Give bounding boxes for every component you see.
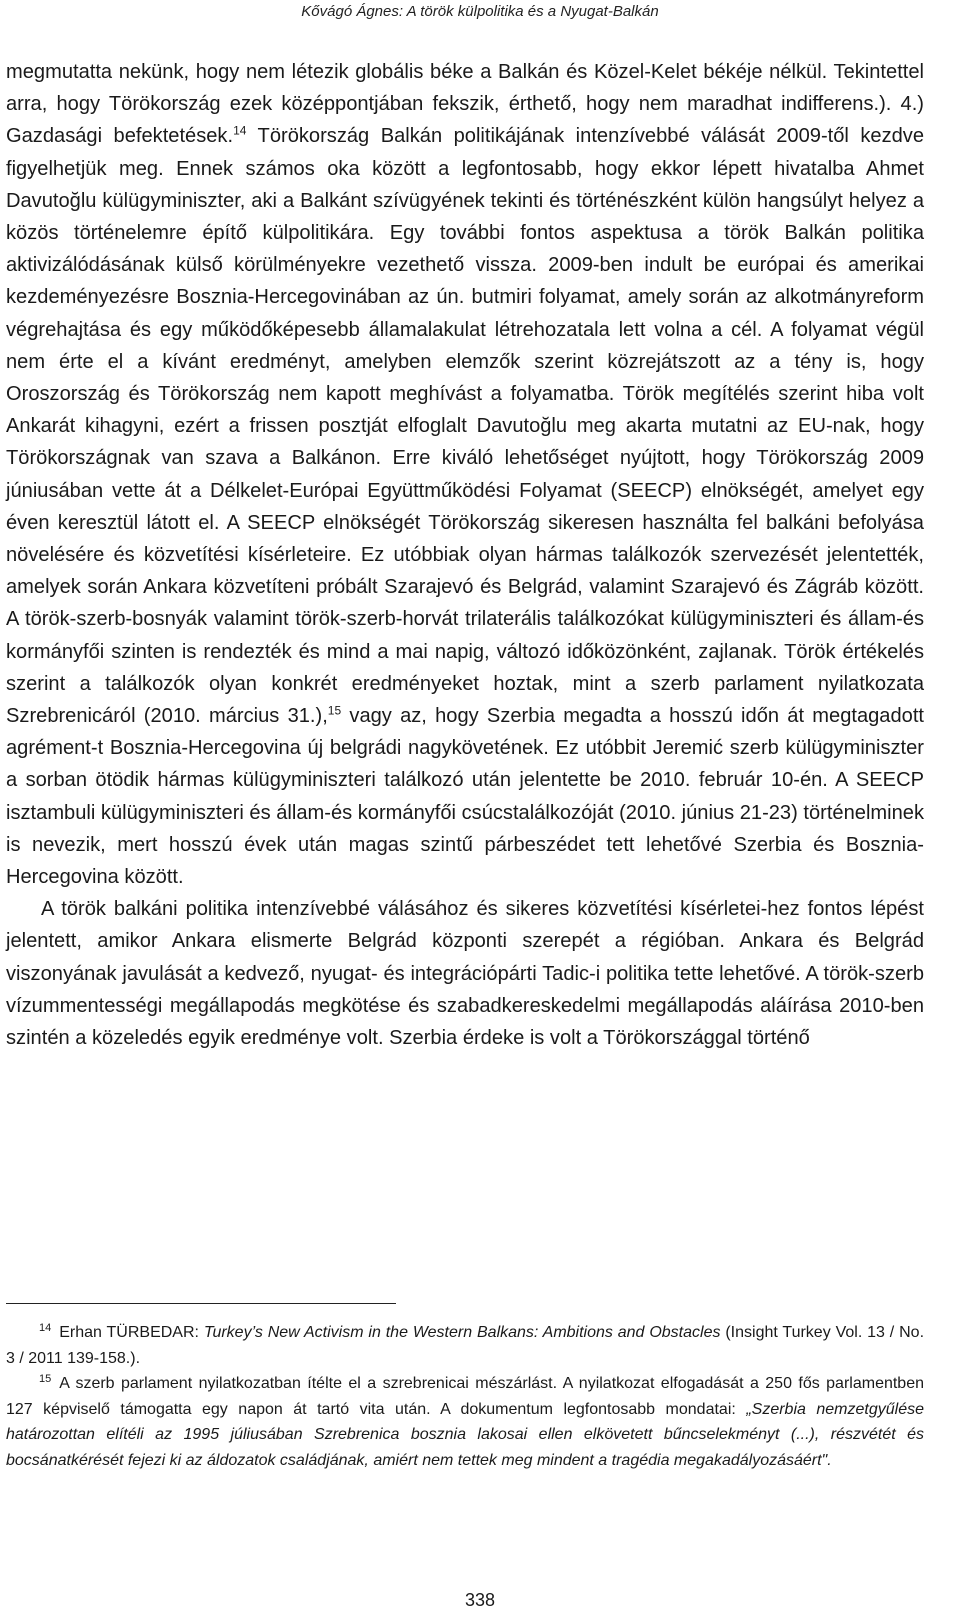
footnote-15: [6, 1371, 924, 1473]
footnotes: [6, 1320, 924, 1473]
footnote-14-title: Turkey’s New Activism in the Western Balkans: Ambitions and Obstacles: [203, 1324, 721, 1341]
body-text: [6, 56, 924, 1054]
paragraph-1: [6, 56, 924, 893]
footnote-14-source: (Insight Turkey Vol. 13 / No. 3 / 2011 139-158.).: [6, 1324, 925, 1367]
footnote-divider: [6, 1303, 396, 1304]
footnote-ref-15[interactable]: 15: [327, 703, 342, 718]
footnote-15-quote: „Szerbia nemzetgyűlése határozottan elítéli az 1995 júliusában Szrebrenica bosznia lakosai ellen elkövetett bűncselekményt (...), részvétét és bocsánatkérését fejezi ki az áldozatok családjának, amiért nem tettek meg mindent a tragédia megakadályozásáért".: [6, 1400, 924, 1469]
footnote-14: [6, 1320, 924, 1371]
footnote-ref-14[interactable]: 14: [233, 123, 247, 138]
paragraph-1-part-c: vagy az, hogy Szerbia megadta a hosszú időn át megtagadott agrément-t Bosznia-Hercegovina új belgrádi nagykövetének. Ez utóbbit Jeremić szerb külügyminiszter a sorban ötödik hármas külügyminiszteri találkozó után jelentette be 2010. február 10-én. A SEECP isztambuli külügyminiszteri és állam-és kormányfői csúcstalálkozóját (2010. június 21-23) történelminek is nevezik, mert hosszú évek után magas szintű párbeszédet tett lehetővé Szerbia és Bosznia-Hercegovina között.: [6, 705, 925, 889]
paragraph-1-part-b: Törökország Balkán politikájának intenzívebbé válását 2009-től kezdve figyelhetjük meg. Ennek számos oka között a legfontosabb, hogy ekkor lépett hivatalba Ahmet Davutoğlu külügyminiszter, aki a Balkánt szívügyének tekinti és történészként külön hangsúlyt helyez a közös történelemre építő külpolitikára. Egy további fontos aspektusa a török Balkán politika aktivizálódásának külső körülményekre vezethető vissza. 2009-ben indult be európai és amerikai kezdeményezésre Bosznia-Hercegovinában az ún. butmiri folyamat, amely során az alkotmányreform végrehajtása és egy működőképesebb államalakulat létrehozatala lett volna a cél. A folyamat végül nem érte el a kívánt eredményt, amelyben elemzők szerint közrejátszott az a tény is, hogy Oroszország és Törökország nem kapott meghívást a folyamatba. Török megítélés szerint hiba volt Ankarát kihagyni, ezért a frissen posztját elfoglalt Davutoğlu meg akarta mutatni az EU-nak, hogy Törökországnak van szava a Balkánon. Erre kiváló lehetőséget nyújtott, hogy Törökország 2009 júniusában vette át a Délkelet-Európai Együttműködési Folyamat (SEECP) elnökségét, amelyet egy éven keresztül látott el. A SEECP elnökségét Törökország sikeresen használta fel balkáni befolyása növelésére és közvetítési kísérleteire. Ez utóbbiak olyan hármas találkozók szervezését jelentették, amelyek során Ankara közvetíteni próbált Szarajevó és Belgrád, valamint Szarajevó és Zágráb között. A török-szerb-bosnyák valamint török-szerb-horvát trilaterális találkozókat külügyminiszteri és állam-és kormányfői szinten is rendezték és mind a mai napig, változó időközönként, zajlanak. Török értékelés szerint a találkozók olyan konkrét eredményeket hoztak, mint a szerb parlament nyilatkozata Szrebrenicáról (2010. március 31.),: [6, 125, 925, 728]
footnote-14-author: Erhan TÜRBEDAR:: [59, 1324, 204, 1341]
footnote-15-number: 15: [39, 1372, 52, 1385]
footnote-14-number: 14: [39, 1321, 52, 1334]
footnote-15-text: A szerb parlament nyilatkozatban ítélte el a szrebrenicai mészárlást. A nyilatkozat elfogadását a 250 fős parlamentben 127 képviselő támogatta egy napon át tartó vita után. A dokumentum legfontosabb mondatai:: [6, 1375, 924, 1418]
paragraph-1-part-a: megmutatta nekünk, hogy nem létezik globális béke a Balkán és Közel-Kelet békéje nélkül. Tekintettel arra, hogy Törökország ezek középpontjában fekszik, érthető, hogy nem maradhat indifferens.). 4.) Gazdasági befektetések.: [6, 61, 924, 148]
running-header: Kővágó Ágnes: A török külpolitika és a Nyugat-Balkán: [301, 3, 659, 20]
paragraph-2: A török balkáni politika intenzívebbé válásához és sikeres közvetítési kísérletei-hez fontos lépést jelentett, amikor Ankara elismerte Belgrád központi szerepét a régióban. Ankara és Belgrád viszonyának javulását a kedvező, nyugat- és integrációpárti Tadic-i politika tette lehetővé. A török-szerb vízummentességi megállapodás megkötése és szabadkereskedelmi megállapodás aláírása 2010-ben szintén a közeledés egyik eredménye volt. Szerbia érdeke is volt a Törökországgal történő: [6, 898, 924, 1050]
page-number: 338: [464, 1590, 496, 1610]
